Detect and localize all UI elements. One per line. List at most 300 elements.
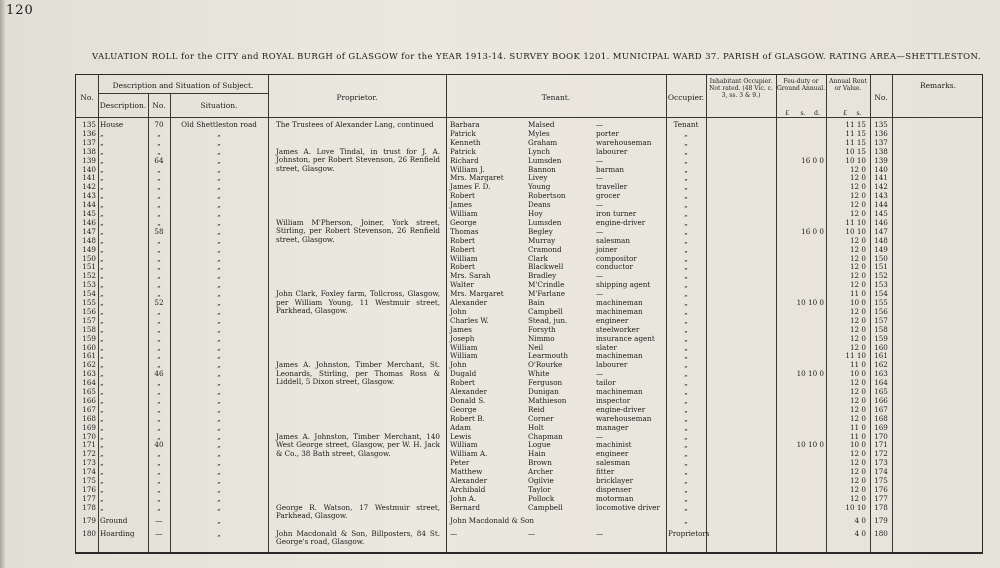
row-number-right: 145	[874, 209, 888, 218]
row-situation: „	[217, 173, 221, 183]
row-number-right: 172	[874, 449, 888, 459]
row-description: „	[100, 289, 104, 299]
row-number: 140	[82, 164, 96, 174]
tenant-first-name: John	[450, 306, 467, 316]
row-occupier: „	[684, 164, 688, 174]
tenant-first-name: Robert	[450, 378, 475, 388]
row-number: 169	[82, 422, 96, 432]
row-annual-rent: 12 0	[849, 413, 866, 423]
tenant-occupation: grocer	[596, 191, 621, 201]
tenant-surname: Hoy	[528, 209, 543, 218]
tenant-occupation: tailor	[596, 378, 616, 388]
row-number-right: 151	[874, 262, 888, 272]
tenant-surname: Young	[528, 182, 551, 192]
row-occupier: „	[684, 324, 688, 334]
row-description: „	[100, 333, 104, 343]
row-house-number: „	[157, 306, 161, 316]
rule-col	[148, 93, 149, 552]
tenant-surname: Learmouth	[528, 351, 569, 361]
tenant-first-name: William J.	[450, 164, 485, 174]
row-number: 170	[82, 431, 96, 441]
row-description: „	[100, 298, 104, 307]
tenant-occupation: —	[596, 431, 604, 441]
row-number-right: 166	[874, 395, 888, 405]
tenant-surname: Hain	[528, 449, 546, 459]
row-number-right: 164	[874, 378, 888, 388]
row-house-number: „	[157, 431, 161, 441]
row-situation: „	[217, 324, 221, 334]
row-annual-rent: 12 0	[849, 182, 866, 192]
row-house-number: „	[157, 262, 161, 272]
row-number-right: 140	[874, 164, 888, 174]
row-annual-rent: 12 0	[849, 191, 866, 201]
tenant-surname: Robertson	[528, 191, 566, 201]
row-number-right: 138	[874, 146, 888, 156]
row-description: „	[100, 244, 104, 254]
tenant-surname: Ferguson	[528, 378, 563, 388]
row-number-right: 174	[874, 467, 888, 477]
tenant-first-name: Mrs. Sarah	[450, 271, 491, 281]
row-occupier: „	[684, 342, 688, 352]
row-number: 142	[82, 182, 96, 192]
row-situation: „	[217, 155, 221, 165]
row-situation: „	[217, 431, 221, 441]
row-house-number: „	[157, 137, 161, 147]
tenant-occupation: machineman	[596, 387, 643, 396]
tenant-surname: White	[528, 369, 550, 379]
rule-col	[98, 75, 99, 552]
row-number: 168	[82, 413, 96, 423]
tenant-first-name: Thomas	[450, 226, 479, 236]
row-annual-rent: 11 15	[845, 137, 866, 147]
tenant-first-name: Robert	[450, 235, 475, 245]
row-situation: „	[217, 351, 221, 361]
row-description: „	[100, 360, 104, 370]
row-situation: „	[217, 449, 221, 459]
row-house-number: „	[157, 315, 161, 325]
rule-col	[666, 75, 667, 552]
row-house-number: „	[157, 449, 161, 459]
row-situation: „	[217, 413, 221, 423]
row-number: 166	[82, 395, 96, 405]
row-occupier: „	[684, 422, 688, 432]
tenant-first-name: John Macdonald & Son	[450, 515, 535, 525]
tenant-surname: Mathieson	[528, 395, 567, 405]
row-situation: „	[217, 404, 221, 414]
header-number: No.	[152, 101, 166, 110]
page-number: 120	[6, 3, 34, 18]
row-annual-rent: 12 0	[849, 235, 866, 245]
row-house-number: „	[157, 351, 161, 361]
rule-col	[776, 75, 777, 552]
row-house-number: „	[157, 164, 161, 174]
tenant-occupation: salesman	[596, 458, 630, 468]
row-number-right: 170	[874, 431, 888, 441]
tenant-surname: Graham	[528, 137, 558, 147]
row-annual-rent: 11 0	[849, 360, 866, 370]
header-no-2: No.	[874, 93, 888, 102]
row-description: „	[100, 378, 104, 388]
row-situation: „	[217, 280, 221, 290]
row-annual-rent: 12 0	[849, 280, 866, 290]
tenant-occupation: —	[596, 369, 604, 379]
row-description: „	[100, 226, 104, 236]
row-occupier: „	[684, 173, 688, 183]
tenant-occupation: manager	[596, 422, 629, 432]
tenant-occupation: compositor	[596, 253, 637, 263]
row-annual-rent: 4 0	[854, 528, 866, 538]
row-number-right: 161	[874, 351, 888, 361]
row-annual-rent: 12 0	[849, 395, 866, 405]
row-number-right: 155	[874, 298, 888, 307]
header-situation: Situation.	[200, 101, 238, 110]
row-occupier: „	[684, 387, 688, 396]
row-number-right: 159	[874, 333, 888, 343]
row-annual-rent: 12 0	[849, 315, 866, 325]
header-feu: Feu-duty or Ground Annual.	[776, 78, 826, 92]
tenant-surname: Forsyth	[528, 324, 556, 334]
tenant-surname: Livey	[528, 173, 548, 183]
tenant-first-name: —	[450, 528, 458, 538]
row-situation: „	[217, 502, 221, 512]
tenant-first-name: Robert	[450, 191, 475, 201]
valuation-table	[75, 74, 983, 554]
row-situation: „	[217, 164, 221, 174]
row-number: 176	[82, 484, 96, 494]
row-feu-duty: 10 10 0	[796, 298, 824, 307]
tenant-occupation: machineman	[596, 306, 643, 316]
tenant-surname: M'Farlane	[528, 289, 566, 299]
row-number: 139	[82, 155, 96, 165]
row-number: 171	[82, 440, 96, 450]
row-situation: „	[217, 422, 221, 432]
row-feu-duty: 16 0 0	[801, 155, 824, 165]
tenant-occupation: joiner	[596, 244, 618, 254]
row-situation: „	[217, 217, 221, 227]
row-number-right: 156	[874, 306, 888, 316]
tenant-first-name: James	[450, 324, 472, 334]
row-number: 178	[82, 502, 96, 512]
row-annual-rent: 12 0	[849, 333, 866, 343]
row-number: 173	[82, 458, 96, 468]
row-annual-rent: 10 0	[849, 298, 866, 307]
proprietor-entry: William M'Pherson, Joiner, York street, Stirling, per Robert Stevenson, 26 Renfield street, Glasgow.	[276, 217, 440, 244]
row-number: 137	[82, 137, 96, 147]
row-annual-rent: 4 0	[854, 515, 866, 525]
tenant-first-name: William	[450, 351, 478, 361]
tenant-occupation: salesman	[596, 235, 630, 245]
tenant-surname: Campbell	[528, 502, 563, 512]
row-occupier: „	[684, 146, 688, 156]
row-description: Ground	[100, 515, 128, 525]
row-number: 143	[82, 191, 96, 201]
tenant-first-name: George	[450, 404, 477, 414]
tenant-surname: O'Rourke	[528, 360, 563, 370]
row-description: „	[100, 369, 104, 379]
row-description: „	[100, 493, 104, 503]
row-description: Hoarding	[100, 528, 135, 538]
row-occupier: „	[684, 155, 688, 165]
row-situation: „	[217, 369, 221, 379]
row-number: 138	[82, 146, 96, 156]
row-house-number: „	[157, 324, 161, 334]
row-occupier: „	[684, 333, 688, 343]
row-house-number: „	[157, 217, 161, 227]
row-occupier: „	[684, 271, 688, 281]
row-number-right: 165	[874, 387, 888, 396]
tenant-occupation: fitter	[596, 467, 615, 477]
tenant-occupation: traveller	[596, 182, 628, 192]
row-number: 156	[82, 306, 96, 316]
row-house-number: „	[157, 387, 161, 396]
header-pounds: £	[785, 110, 789, 117]
row-house-number: „	[157, 182, 161, 192]
tenant-first-name: George	[450, 217, 477, 227]
tenant-surname: Bradley	[528, 271, 557, 281]
row-annual-rent: 12 0	[849, 467, 866, 477]
row-house-number: 40	[154, 440, 164, 450]
tenant-first-name: Robert B.	[450, 413, 485, 423]
row-number-right: 158	[874, 324, 888, 334]
tenant-surname: Malsed	[528, 120, 555, 129]
header-description: Description.	[99, 101, 147, 110]
tenant-first-name: William	[450, 209, 478, 218]
tenant-surname: Nimmo	[528, 333, 555, 343]
tenant-surname: Logue	[528, 440, 551, 450]
row-description: „	[100, 449, 104, 459]
tenant-occupation: —	[596, 226, 604, 236]
proprietor-entry: James A. Love Tindal, in trust for J. A. Johnston, per Robert Stevenson, 26 Renfield street, Glasgow.	[276, 146, 440, 173]
row-house-number: „	[157, 404, 161, 414]
row-situation: „	[217, 289, 221, 299]
header-description-group: Description and Situation of Subject.	[112, 81, 254, 90]
row-annual-rent: 12 0	[849, 253, 866, 263]
header-shillings: s.	[800, 110, 806, 117]
row-number-right: 169	[874, 422, 888, 432]
proprietor-entry: George R. Watson, 17 Westmuir street, Parkhead, Glasgow.	[276, 502, 440, 521]
row-house-number: —	[155, 528, 163, 538]
roll-title: VALUATION ROLL for the CITY and ROYAL BURGH of GLASGOW for the YEAR 1913-14. SURVEY BOOK 1201. MUNICIPAL WARD 37. PARISH of GLASGOW. RATING AREA—SHETTLESTON.	[92, 52, 981, 62]
tenant-surname: Lynch	[528, 146, 550, 156]
tenant-occupation: labourer	[596, 146, 628, 156]
row-number: 147	[82, 226, 96, 236]
row-occupier: Proprietors	[668, 528, 710, 538]
rule-col	[268, 75, 269, 552]
row-description: „	[100, 440, 104, 450]
row-house-number: „	[157, 333, 161, 343]
tenant-surname: Brown	[528, 458, 552, 468]
row-occupier: „	[684, 404, 688, 414]
row-house-number: „	[157, 200, 161, 210]
tenant-surname: Dunigan	[528, 387, 559, 396]
row-number-right: 171	[874, 440, 888, 450]
tenant-occupation: slater	[596, 342, 617, 352]
row-situation: „	[217, 200, 221, 210]
tenant-surname: Lumsden	[528, 217, 562, 227]
row-occupier: „	[684, 182, 688, 192]
tenant-occupation: engine-driver	[596, 217, 646, 227]
row-number-right: 175	[874, 476, 888, 485]
tenant-first-name: Richard	[450, 155, 479, 165]
row-house-number: „	[157, 476, 161, 485]
row-occupier: „	[684, 360, 688, 370]
header-occupier: Occupier.	[667, 93, 705, 102]
row-occupier: „	[684, 476, 688, 485]
row-situation: „	[217, 253, 221, 263]
row-number-right: 154	[874, 289, 888, 299]
tenant-first-name: William A.	[450, 449, 488, 459]
row-house-number: „	[157, 413, 161, 423]
row-occupier: Tenant	[673, 120, 699, 129]
row-annual-rent: 12 0	[849, 164, 866, 174]
row-situation: „	[217, 226, 221, 236]
tenant-first-name: Patrick	[450, 146, 476, 156]
tenant-occupation: steelworker	[596, 324, 640, 334]
row-number: 152	[82, 271, 96, 281]
tenant-occupation: machineman	[596, 298, 643, 307]
row-description: „	[100, 155, 104, 165]
row-annual-rent: 12 0	[849, 378, 866, 388]
row-feu-duty: 10 10 0	[796, 369, 824, 379]
row-annual-rent: 11 15	[845, 120, 866, 129]
row-description: „	[100, 191, 104, 201]
row-occupier: „	[684, 458, 688, 468]
tenant-first-name: Kenneth	[450, 137, 481, 147]
tenant-surname: Deans	[528, 200, 551, 210]
tenant-surname: Reid	[528, 404, 545, 414]
row-number-right: 144	[874, 200, 888, 210]
row-house-number: „	[157, 422, 161, 432]
row-situation: „	[217, 333, 221, 343]
tenant-occupation: engineer	[596, 449, 629, 459]
tenant-first-name: William	[450, 342, 478, 352]
row-number: 157	[82, 315, 96, 325]
row-house-number: „	[157, 128, 161, 138]
row-situation: „	[217, 182, 221, 192]
tenant-first-name: Charles W.	[450, 315, 489, 325]
row-situation: „	[217, 342, 221, 352]
row-occupier: „	[684, 191, 688, 201]
row-description: „	[100, 467, 104, 477]
row-number-right: 153	[874, 280, 888, 290]
row-occupier: „	[684, 217, 688, 227]
row-house-number: 52	[154, 298, 164, 307]
row-situation: „	[217, 515, 221, 525]
tenant-surname: Bannon	[528, 164, 556, 174]
row-house-number: „	[157, 289, 161, 299]
row-annual-rent: 12 0	[849, 306, 866, 316]
header-rent: Annual Rent or Value.	[829, 78, 867, 92]
row-situation: „	[217, 244, 221, 254]
row-number: 175	[82, 476, 96, 485]
row-occupier: „	[684, 226, 688, 236]
row-number: 172	[82, 449, 96, 459]
row-house-number: 64	[154, 155, 164, 165]
tenant-surname: Holt	[528, 422, 544, 432]
row-situation: „	[217, 235, 221, 245]
row-description: House	[100, 120, 124, 129]
row-annual-rent: 12 0	[849, 484, 866, 494]
tenant-first-name: Barbara	[450, 120, 480, 129]
tenant-first-name: Bernard	[450, 502, 480, 512]
row-description: „	[100, 315, 104, 325]
row-situation: „	[217, 440, 221, 450]
tenant-first-name: Peter	[450, 458, 470, 468]
row-number-right: 143	[874, 191, 888, 201]
row-description: „	[100, 395, 104, 405]
row-annual-rent: 10 10	[845, 502, 866, 512]
tenant-occupation: conductor	[596, 262, 633, 272]
row-number: 148	[82, 235, 96, 245]
row-number-right: 146	[874, 217, 888, 227]
row-occupier: „	[684, 440, 688, 450]
row-situation: „	[217, 493, 221, 503]
row-annual-rent: 10 10	[845, 155, 866, 165]
proprietor-entry: James A. Johnston, Timber Merchant, St. Leonards, Stirling, per Thomas Ross & Liddell, 5 Dixon street, Glasgow.	[276, 360, 440, 387]
tenant-surname: Taylor	[528, 484, 551, 494]
row-number: 160	[82, 342, 96, 352]
tenant-first-name: William	[450, 440, 478, 450]
row-number: 174	[82, 467, 96, 477]
tenant-occupation: —	[596, 155, 604, 165]
row-number: 145	[82, 209, 96, 218]
row-house-number: „	[157, 484, 161, 494]
row-situation: „	[217, 484, 221, 494]
row-description: „	[100, 404, 104, 414]
header-no: No.	[80, 93, 94, 102]
row-annual-rent: 12 0	[849, 449, 866, 459]
header-rent-pounds: £	[843, 110, 847, 117]
tenant-first-name: Robert	[450, 262, 475, 272]
tenant-occupation: dispenser	[596, 484, 632, 494]
proprietor-entry: The Trustees of Alexander Lang, continued	[276, 120, 434, 129]
tenant-first-name: James F. D.	[450, 182, 491, 192]
row-number-right: 152	[874, 271, 888, 281]
row-number-right: 160	[874, 342, 888, 352]
row-occupier: „	[684, 467, 688, 477]
tenant-surname: Campbell	[528, 306, 563, 316]
row-house-number: „	[157, 235, 161, 245]
row-annual-rent: 12 0	[849, 458, 866, 468]
row-house-number: 46	[154, 369, 164, 379]
row-description: „	[100, 422, 104, 432]
tenant-first-name: Adam	[450, 422, 471, 432]
row-occupier: „	[684, 253, 688, 263]
row-number: 165	[82, 387, 96, 396]
row-number: 162	[82, 360, 96, 370]
row-situation: „	[217, 458, 221, 468]
row-annual-rent: 11 0	[849, 431, 866, 441]
row-number-right: 163	[874, 369, 888, 379]
tenant-occupation: —	[596, 289, 604, 299]
rule-group-under	[98, 93, 268, 94]
row-number-right: 173	[874, 458, 888, 468]
row-description: „	[100, 458, 104, 468]
tenant-first-name: Alexander	[450, 476, 488, 485]
row-annual-rent: 11 15	[845, 128, 866, 138]
row-house-number: „	[157, 244, 161, 254]
tenant-surname: Blackwell	[528, 262, 564, 272]
row-situation: „	[217, 306, 221, 316]
tenant-surname: Stead, jun.	[528, 315, 568, 325]
row-description: „	[100, 476, 104, 485]
row-situation: „	[217, 528, 221, 538]
tenant-surname: Myles	[528, 128, 550, 138]
row-house-number: „	[157, 458, 161, 468]
row-annual-rent: 12 0	[849, 200, 866, 210]
row-annual-rent: 12 0	[849, 324, 866, 334]
tenant-occupation: machineman	[596, 351, 643, 361]
